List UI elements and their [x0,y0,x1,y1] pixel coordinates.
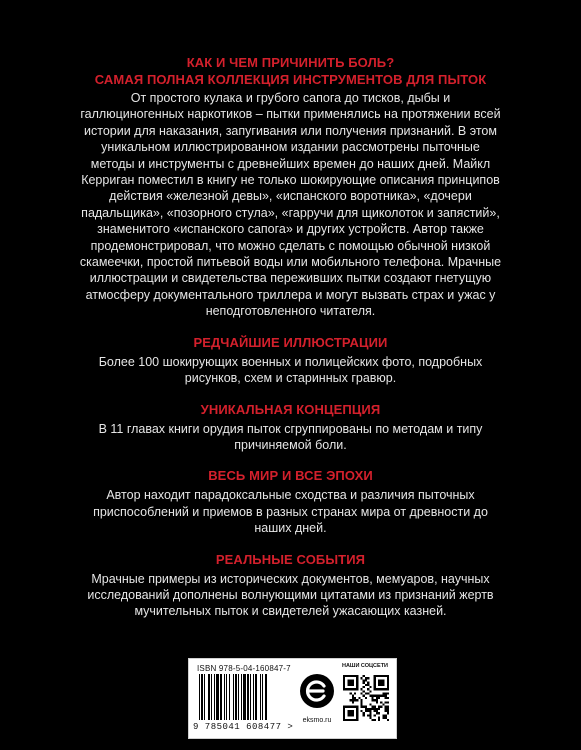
publisher-url: eksmo.ru [302,717,332,724]
section-text: Мрачные примеры из исторических документов, мемуаров, научных исследований дополнены волнующими цитатами из признаний жертв мучительных пыток и свидетелей ужасающих казней. [87,571,494,619]
section-events [78,551,503,620]
section-heading: РЕАЛЬНЫЕ СОБЫТИЯ [215,551,366,567]
section-text: Автор находит парадоксальные сходства и различия пыточных приспособлений и приемов в разных странах мира от древности до наших дней. [93,488,488,536]
section-heading: ВЕСЬ МИР И ВСЕ ЭПОХИ [208,468,373,484]
lead-paragraph: От простого кулака и грубого сапога до тисков, дыбы и галлюциногенных наркотиков – пытки применялись на протяжении всей истории для наказания, запугивания или получения признаний. В этом уникальном иллюстрированном издании рассмотрены пыточные методы и инструменты с древнейших времен до наших дней. Майкл Керриган поместил в книгу не только шокирующие описания принципов действия «железной девы», «испанского воротника», «дочери падальщика», «позорного стула», «гарручи для щиколоток и запястий», знаменитого «испанского сапога» и других устройств. Автор также продемонстрировал, что можно сделать с помощью обычной низкой скамеечки, простой питьевой воды или мобильного телефона. Мрачные иллюстрации и свидетельства переживших пытки создают гнетущую атмосферу документального триллера и могут вызвать страх и ужас у неподготовленного читателя. [79,91,502,319]
headline-2: САМАЯ ПОЛНАЯ КОЛЛЕКЦИЯ ИНСТРУМЕНТОВ ДЛЯ ПЫТОК [94,72,487,87]
section-heading: УНИКАЛЬНАЯ КОНЦЕПЦИЯ [200,401,381,417]
isbn-label: ISBN 978-5-04-160847-7 [197,664,291,673]
section-text: В 11 главах книги орудия пыток сгруппированы по методам и типу причиняемой боли. [98,421,483,452]
qr-code-icon [343,675,389,721]
section-world [78,467,503,536]
barcode-panel [188,658,397,739]
headline-1: КАК И ЧЕМ ПРИЧИНИТЬ БОЛЬ? [186,55,395,70]
section-heading: РЕДЧАЙШИЕ ИЛЛЮСТРАЦИИ [193,334,388,350]
section-concept [78,401,503,454]
section-illustrations [78,334,503,387]
barcode-icon [199,674,291,720]
section-text: Более 100 шокирующих военных и полицейских фото, подробных рисунков, схем и старинных гравюр. [98,354,483,386]
eksmo-logo-icon [299,673,335,709]
qr-caption: НАШИ СОЦСЕТИ [341,663,389,669]
barcode-digits: 9 785041 608477 > [193,722,294,732]
back-cover-text [78,54,503,620]
